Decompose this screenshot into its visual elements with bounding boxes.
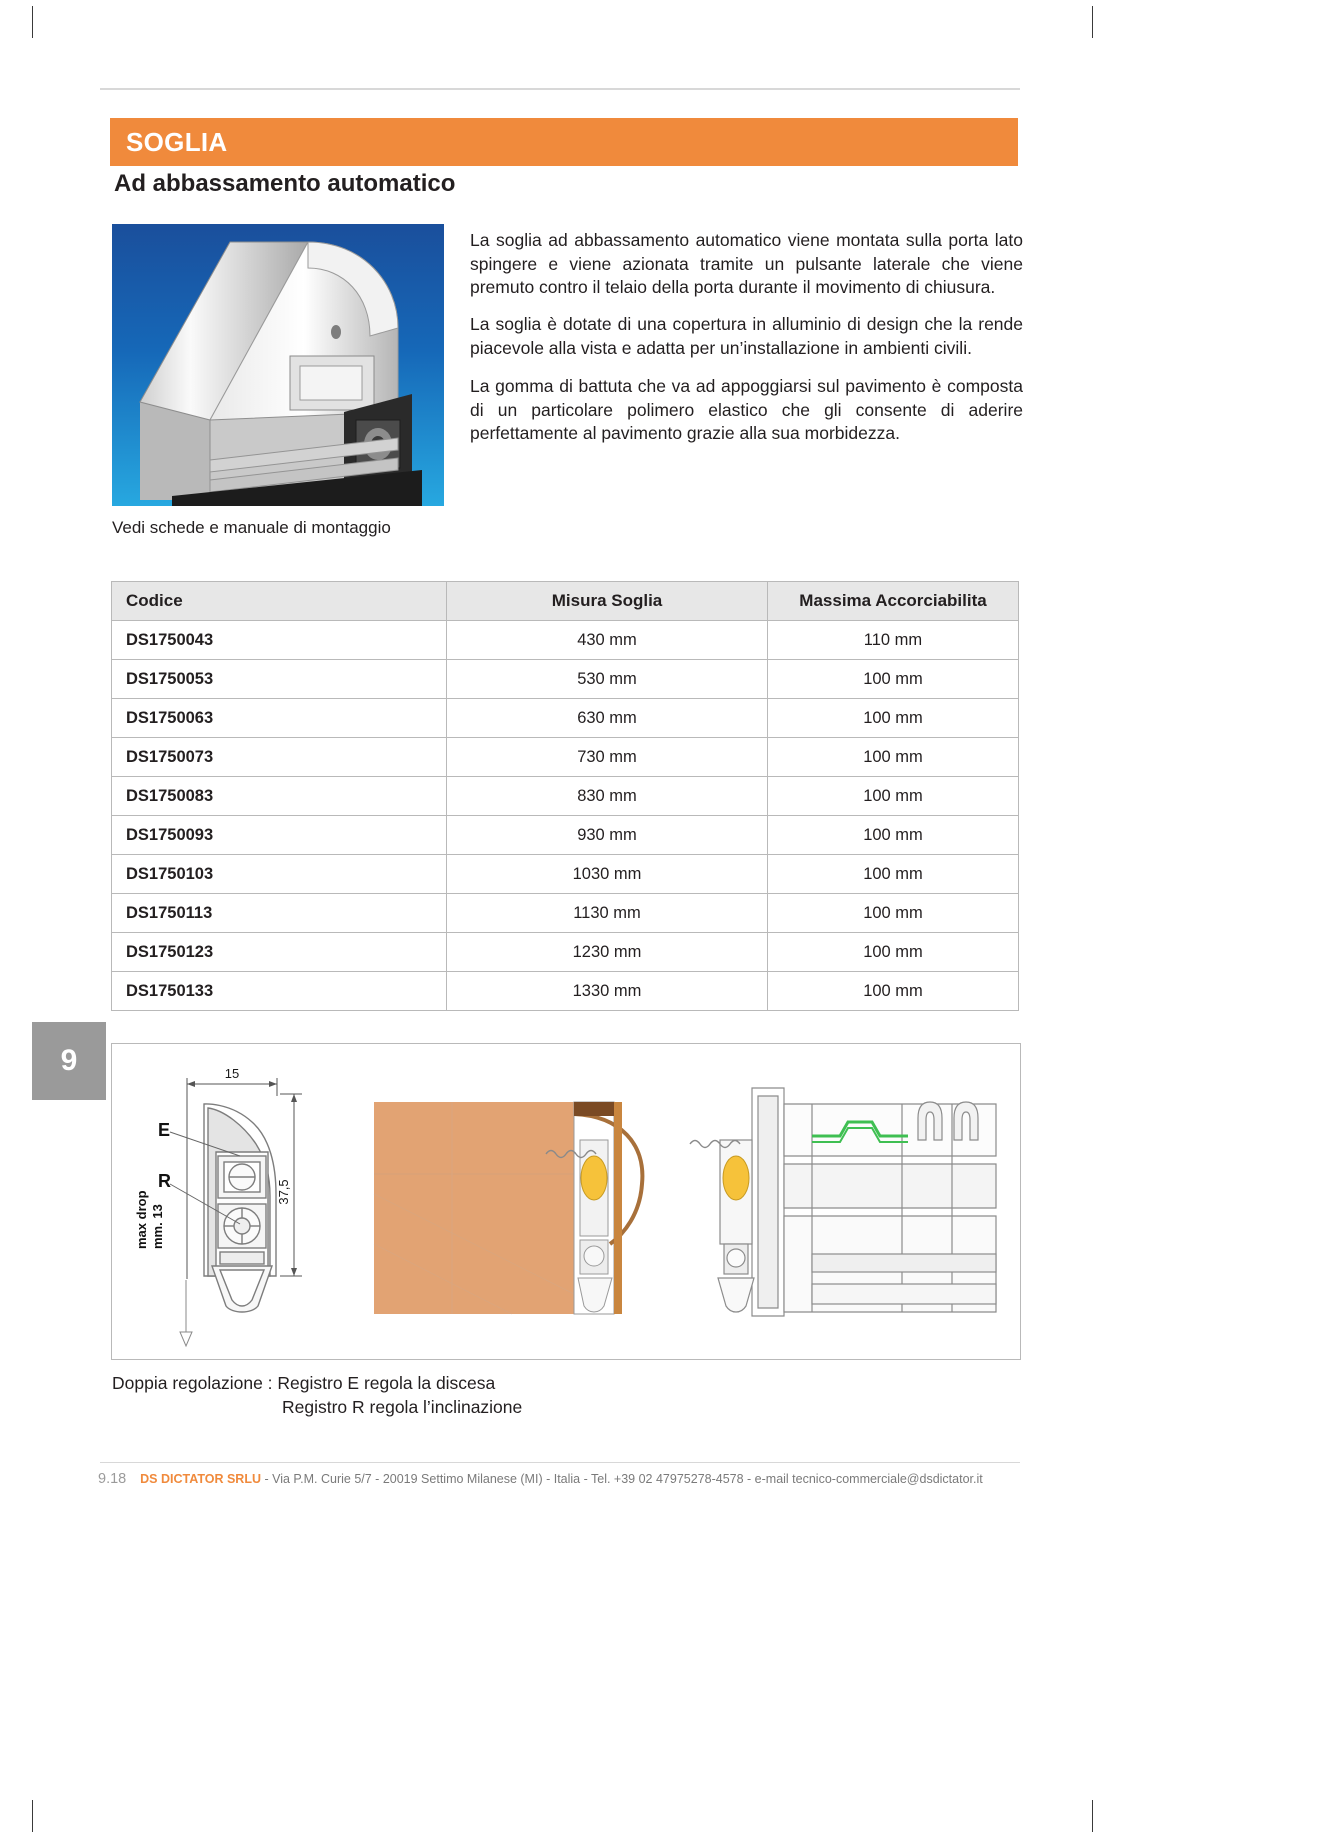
table-body (112, 621, 1019, 1011)
label-e: E (158, 1120, 171, 1140)
table-row (112, 972, 1019, 1011)
cell-codice: DS1750053 (112, 660, 447, 699)
label-max-drop-value: mm. 13 (150, 1204, 165, 1249)
cell-codice: DS1750073 (112, 738, 447, 777)
technical-drawing (112, 1044, 1018, 1357)
header-divider (100, 88, 1020, 90)
cell-accorciabilita: 100 mm (768, 894, 1019, 933)
crop-mark-top-right-v (1092, 6, 1093, 38)
table-row (112, 621, 1019, 660)
table-row (112, 894, 1019, 933)
footer-divider (100, 1462, 1020, 1463)
cell-misura: 1230 mm (447, 933, 768, 972)
table-header-row (112, 582, 1019, 621)
cell-misura: 1030 mm (447, 855, 768, 894)
table-row (112, 855, 1019, 894)
table-header-accorciabilita: Massima Accorciabilita (768, 582, 1019, 621)
drawing-legend (112, 1371, 1020, 1419)
dimension-width-label: 15 (224, 1066, 240, 1081)
cell-misura: 630 mm (447, 699, 768, 738)
cell-misura: 1330 mm (447, 972, 768, 1011)
table-row (112, 777, 1019, 816)
section-banner (110, 118, 1018, 166)
cell-codice: DS1750063 (112, 699, 447, 738)
product-photo (112, 224, 444, 506)
cell-accorciabilita: 100 mm (768, 855, 1019, 894)
page-number-label: 9 (60, 1044, 78, 1077)
footer-page-number: 9.18 (98, 1471, 127, 1487)
cell-codice: DS1750133 (112, 972, 447, 1011)
legend-line-1: Doppia regolazione : Registro E regola la discesa (112, 1373, 496, 1393)
cell-accorciabilita: 100 mm (768, 972, 1019, 1011)
cell-accorciabilita: 110 mm (768, 621, 1019, 660)
legend-line-2: Registro R regola l’inclinazione (282, 1397, 523, 1417)
cell-misura: 830 mm (447, 777, 768, 816)
photo-caption: Vedi schede e manuale di montaggio (112, 518, 391, 537)
dimension-height-label: 37,5 (276, 1179, 291, 1205)
page-footer (98, 1471, 1048, 1487)
table-row (112, 816, 1019, 855)
technical-drawing-panel (111, 1043, 1021, 1360)
cell-codice: DS1750043 (112, 621, 447, 660)
table-row (112, 699, 1019, 738)
cell-codice: DS1750093 (112, 816, 447, 855)
threshold-profile-photo-illustration (112, 224, 444, 506)
label-r: R (158, 1171, 171, 1191)
crop-mark-bottom-right-v (1092, 1800, 1093, 1832)
table-row (112, 660, 1019, 699)
cell-accorciabilita: 100 mm (768, 933, 1019, 972)
section-subtitle: Ad abbassamento automatico (114, 170, 456, 197)
cell-misura: 930 mm (447, 816, 768, 855)
table-header-codice: Codice (112, 582, 447, 621)
cell-accorciabilita: 100 mm (768, 738, 1019, 777)
table-row (112, 738, 1019, 777)
cell-accorciabilita: 100 mm (768, 660, 1019, 699)
crop-mark-bottom-left-v (32, 1800, 33, 1832)
section-title: SOGLIA (126, 127, 228, 157)
cell-codice: DS1750113 (112, 894, 447, 933)
cell-misura: 430 mm (447, 621, 768, 660)
table-row (112, 933, 1019, 972)
cell-codice: DS1750103 (112, 855, 447, 894)
cell-accorciabilita: 100 mm (768, 777, 1019, 816)
cell-codice: DS1750123 (112, 933, 447, 972)
cell-accorciabilita: 100 mm (768, 699, 1019, 738)
description-paragraph-3: La gomma di battuta che va ad appoggiarsi sul pavimento è composta di un particolare polimero elastico che gli consente di aderire perfettamente al pavimento grazie alla sua morbidezza. (470, 376, 1023, 443)
label-max-drop: max drop (134, 1190, 149, 1249)
cell-misura: 730 mm (447, 738, 768, 777)
crop-mark-top-left-v (32, 6, 33, 38)
door-leaf-illustration (374, 1102, 642, 1314)
cell-misura: 1130 mm (447, 894, 768, 933)
description-paragraph-2: La soglia è dotate di una copertura in alluminio di design che la rende piacevole alla vista e adatta per un’installazione in ambienti civili. (470, 314, 1023, 358)
page-number-tab (32, 1022, 106, 1100)
cell-codice: DS1750083 (112, 777, 447, 816)
cell-misura: 530 mm (447, 660, 768, 699)
description-paragraph-1: La soglia ad abbassamento automatico viene montata sulla porta lato spingere e viene azionata tramite un pulsante laterale che viene premuto contro il telaio della porta durante il movimento di chiusura. (470, 230, 1023, 297)
footer-address: - Via P.M. Curie 5/7 - 20019 Settimo Milanese (MI) - Italia - Tel. +39 02 47975278-4578 - e-mail tecnico-commerciale@dsdictator.it (264, 1472, 983, 1486)
cell-accorciabilita: 100 mm (768, 816, 1019, 855)
footer-company-name: DS DICTATOR SRLU (140, 1472, 261, 1486)
product-table (111, 581, 1019, 1011)
table-header-misura: Misura Soglia (447, 582, 768, 621)
frame-cross-section (690, 1088, 996, 1316)
